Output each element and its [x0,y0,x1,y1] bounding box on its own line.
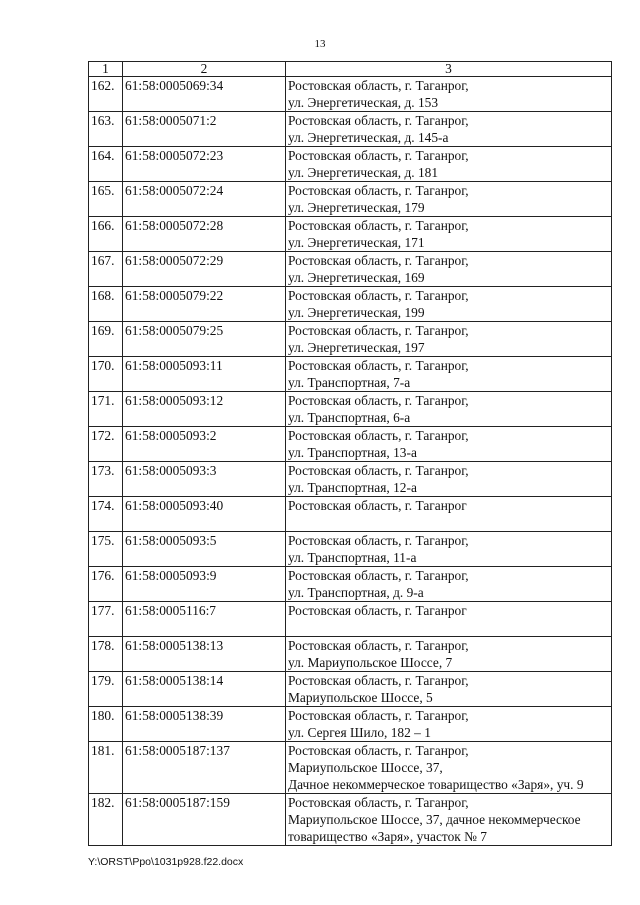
row-number: 177. [89,602,123,637]
row-number: 167. [89,252,123,287]
address-line: ул. Энергетическая, 197 [288,340,425,355]
address-line: ул. Транспортная, 6-а [288,410,411,425]
address-line: Ростовская область, г. Таганрог, [288,463,469,478]
address-cell [286,742,612,794]
table-row [89,567,612,602]
address-cell [286,462,612,497]
cadastre-number: 61:58:0005079:22 [123,287,286,322]
address-line: Ростовская область, г. Таганрог, [288,428,469,443]
table-row [89,217,612,252]
column-header-address: 3 [286,62,612,77]
address-line: товарищество «Заря», участок № 7 [288,829,487,844]
address-cell [286,217,612,252]
table-row [89,532,612,567]
row-number: 172. [89,427,123,462]
cadastre-number: 61:58:0005093:11 [123,357,286,392]
page-number: 13 [314,38,326,50]
table-row [89,427,612,462]
address-line: Ростовская область, г. Таганрог, [288,323,469,338]
address-cell [286,392,612,427]
address-cell [286,147,612,182]
address-line: ул. Транспортная, 13-а [288,445,417,460]
address-cell [286,427,612,462]
row-number: 166. [89,217,123,252]
address-line: Ростовская область, г. Таганрог, [288,795,469,810]
address-line: ул. Транспортная, 7-а [288,375,411,390]
address-line: Дачное некоммерческое товарищество «Заря», уч. 9 [288,777,584,792]
cadastre-table [88,61,612,846]
address-line: ул. Мариупольское Шоссе, 7 [288,655,453,670]
cadastre-number: 61:58:0005187:137 [123,742,286,794]
address-cell [286,602,612,637]
table-row [89,392,612,427]
row-number: 176. [89,567,123,602]
address-cell [286,637,612,672]
address-line: ул. Энергетическая, 179 [288,200,425,215]
address-line: Ростовская область, г. Таганрог, [288,78,469,93]
table-row [89,794,612,846]
row-number: 170. [89,357,123,392]
cadastre-number: 61:58:0005072:23 [123,147,286,182]
cadastre-number: 61:58:0005072:28 [123,217,286,252]
address-cell [286,322,612,357]
address-cell [286,77,612,112]
table-row [89,637,612,672]
table-row [89,707,612,742]
table-row [89,322,612,357]
address-line: ул. Транспортная, д. 9-а [288,585,424,600]
address-line: Ростовская область, г. Таганрог, [288,673,469,688]
cadastre-number: 61:58:0005138:13 [123,637,286,672]
address-line: ул. Транспортная, 11-а [288,550,417,565]
table-row [89,182,612,217]
address-line: ул. Энергетическая, 171 [288,235,425,250]
row-number: 174. [89,497,123,532]
address-cell [286,112,612,147]
cadastre-number: 61:58:0005093:3 [123,462,286,497]
address-line: ул. Транспортная, 12-а [288,480,417,495]
address-line: Ростовская область, г. Таганрог, [288,638,469,653]
table-row [89,602,612,637]
table-row [89,462,612,497]
address-line: Мариупольское Шоссе, 5 [288,690,433,705]
row-number: 182. [89,794,123,846]
address-line: ул. Энергетическая, 199 [288,305,425,320]
row-number: 173. [89,462,123,497]
address-line: Ростовская область, г. Таганрог, [288,113,469,128]
row-number: 162. [89,77,123,112]
address-line: ул. Энергетическая, д. 181 [288,165,439,180]
cadastre-number: 61:58:0005138:39 [123,707,286,742]
address-cell [286,794,612,846]
address-cell [286,497,612,532]
address-cell [286,252,612,287]
row-number: 175. [89,532,123,567]
address-cell [286,567,612,602]
table-row [89,287,612,322]
row-number: 165. [89,182,123,217]
table-row [89,252,612,287]
address-line: Ростовская область, г. Таганрог, [288,288,469,303]
address-line: Ростовская область, г. Таганрог, [288,253,469,268]
row-number: 163. [89,112,123,147]
address-line: Ростовская область, г. Таганрог, [288,568,469,583]
address-cell [286,707,612,742]
cadastre-number: 61:58:0005069:34 [123,77,286,112]
address-line: Ростовская область, г. Таганрог, [288,218,469,233]
address-line [288,514,611,531]
row-number: 171. [89,392,123,427]
cadastre-number: 61:58:0005072:24 [123,182,286,217]
cadastre-number: 61:58:0005138:14 [123,672,286,707]
cadastre-number: 61:58:0005071:2 [123,112,286,147]
table-header-row [89,62,612,77]
cadastre-number: 61:58:0005093:12 [123,392,286,427]
address-line: Ростовская область, г. Таганрог, [288,358,469,373]
cadastre-number: 61:58:0005072:29 [123,252,286,287]
cadastre-number: 61:58:0005093:2 [123,427,286,462]
address-cell [286,532,612,567]
address-line: Ростовская область, г. Таганрог, [288,743,469,758]
column-header-cadastre: 2 [123,62,286,77]
cadastre-number: 61:58:0005093:40 [123,497,286,532]
row-number: 181. [89,742,123,794]
address-line: Ростовская область, г. Таганрог, [288,183,469,198]
address-line: Ростовская область, г. Таганрог, [288,148,469,163]
cadastre-number: 61:58:0005079:25 [123,322,286,357]
cadastre-number: 61:58:0005187:159 [123,794,286,846]
address-cell [286,672,612,707]
address-line [288,619,611,636]
table-row [89,357,612,392]
row-number: 164. [89,147,123,182]
table-row [89,147,612,182]
address-line: ул. Энергетическая, 169 [288,270,425,285]
cadastre-number: 61:58:0005116:7 [123,602,286,637]
row-number: 180. [89,707,123,742]
footer-file-path: Y:\ORST\Ppo\1031p928.f22.docx [88,856,244,868]
address-line: Ростовская область, г. Таганрог [288,603,467,618]
table-row [89,497,612,532]
row-number: 168. [89,287,123,322]
address-cell [286,287,612,322]
table-row [89,672,612,707]
address-cell [286,182,612,217]
address-line: Ростовская область, г. Таганрог, [288,533,469,548]
address-line: ул. Энергетическая, д. 145-а [288,130,449,145]
address-line: Ростовская область, г. Таганрог, [288,708,469,723]
cadastre-number: 61:58:0005093:9 [123,567,286,602]
row-number: 169. [89,322,123,357]
table-row [89,742,612,794]
address-line: Мариупольское Шоссе, 37, дачное некоммерческое [288,812,581,827]
address-line: Мариупольское Шоссе, 37, [288,760,443,775]
row-number: 179. [89,672,123,707]
column-header-number: 1 [89,62,123,77]
address-line: Ростовская область, г. Таганрог, [288,393,469,408]
address-line: ул. Энергетическая, д. 153 [288,95,439,110]
address-line: Ростовская область, г. Таганрог [288,498,467,513]
table-row [89,77,612,112]
table-row [89,112,612,147]
row-number: 178. [89,637,123,672]
address-line: ул. Сергея Шило, 182 – 1 [288,725,431,740]
cadastre-number: 61:58:0005093:5 [123,532,286,567]
address-cell [286,357,612,392]
